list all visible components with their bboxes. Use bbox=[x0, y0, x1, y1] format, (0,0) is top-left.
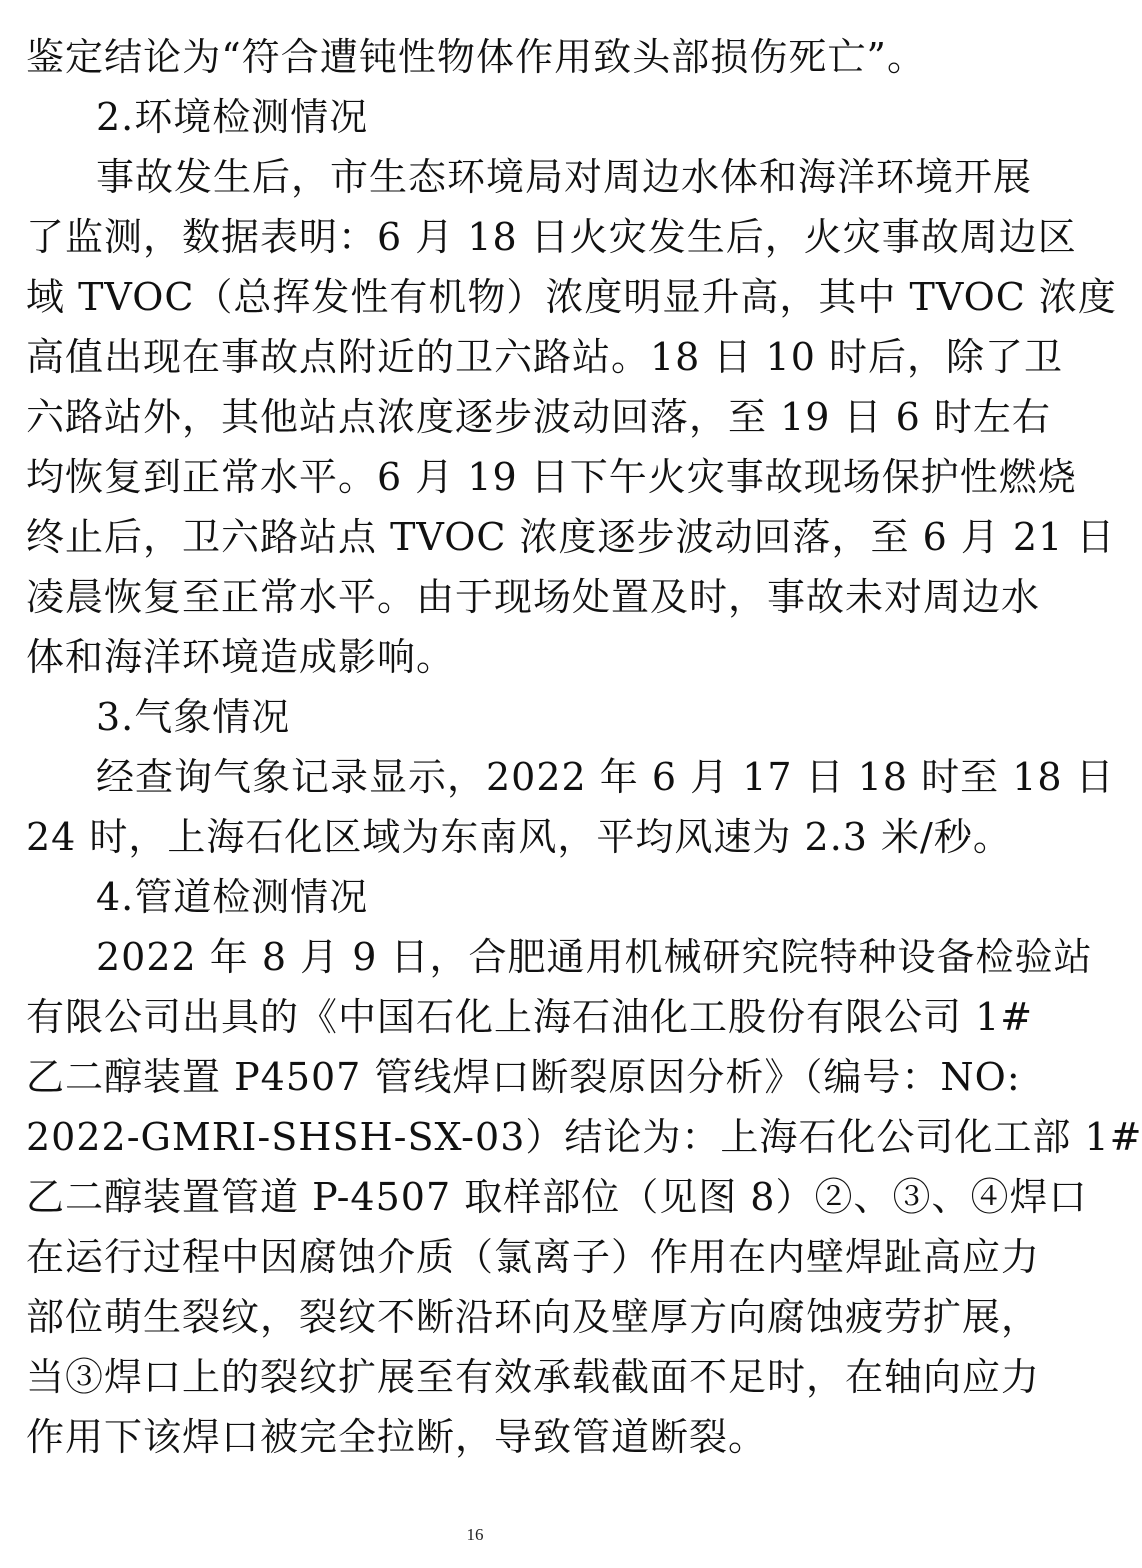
paragraph-line: 部位萌生裂纹，裂纹不断沿环向及壁厚方向腐蚀疲劳扩展， bbox=[26, 1295, 1041, 1339]
paragraph-line: 乙二醇装置 P4507 管线焊口断裂原因分析》（编号：NO: bbox=[26, 1055, 1021, 1099]
paragraph-line: 当③焊口上的裂纹扩展至有效承载截面不足时，在轴向应力 bbox=[26, 1355, 1041, 1399]
page-number: 16 bbox=[466, 1525, 484, 1544]
paragraph-line: 2022-GMRI-SHSH-SX-03）结论为：上海石化公司化工部 1# bbox=[26, 1115, 1142, 1159]
paragraph-line: 凌晨恢复至正常水平。由于现场处置及时，事故未对周边水 bbox=[26, 575, 1041, 619]
section-heading-environment: 2.环境检测情况 bbox=[96, 95, 369, 139]
paragraph-line: 事故发生后，市生态环境局对周边水体和海洋环境开展 bbox=[96, 155, 1033, 199]
paragraph-line: 经查询气象记录显示，2022 年 6 月 17 日 18 时至 18 日 bbox=[96, 755, 1115, 799]
paragraph-line: 2022 年 8 月 9 日，合肥通用机械研究院特种设备检验站 bbox=[96, 935, 1093, 979]
paragraph-line: 有限公司出具的《中国石化上海石油化工股份有限公司 1# bbox=[26, 995, 1034, 1039]
paragraph-line: 鉴定结论为“符合遭钝性物体作用致头部损伤死亡”。 bbox=[26, 35, 926, 79]
paragraph-line: 作用下该焊口被完全拉断，导致管道断裂。 bbox=[26, 1415, 768, 1459]
paragraph-line: 在运行过程中因腐蚀介质（氯离子）作用在内壁焊趾高应力 bbox=[26, 1235, 1041, 1279]
paragraph-line: 高值出现在事故点附近的卫六路站。18 日 10 时后，除了卫 bbox=[26, 335, 1063, 379]
paragraph-line: 了监测，数据表明：6 月 18 日火灾发生后，火灾事故周边区 bbox=[26, 215, 1077, 259]
section-heading-pipeline: 4.管道检测情况 bbox=[96, 875, 369, 919]
paragraph-line: 均恢复到正常水平。6 月 19 日下午火灾事故现场保护性燃烧 bbox=[26, 455, 1077, 499]
paragraph-line: 乙二醇装置管道 P-4507 取样部位（见图 8）②、③、④焊口 bbox=[26, 1175, 1088, 1219]
paragraph-line: 24 时，上海石化区域为东南风，平均风速为 2.3 米/秒。 bbox=[26, 815, 1012, 859]
paragraph-line: 域 TVOC（总挥发性有机物）浓度明显升高，其中 TVOC 浓度 bbox=[26, 275, 1117, 319]
paragraph-line: 体和海洋环境造成影响。 bbox=[26, 635, 456, 679]
paragraph-line: 终止后，卫六路站点 TVOC 浓度逐步波动回落，至 6 月 21 日 bbox=[26, 515, 1116, 559]
paragraph-line: 六路站外，其他站点浓度逐步波动回落，至 19 日 6 时左右 bbox=[26, 395, 1051, 439]
section-heading-weather: 3.气象情况 bbox=[96, 695, 291, 739]
